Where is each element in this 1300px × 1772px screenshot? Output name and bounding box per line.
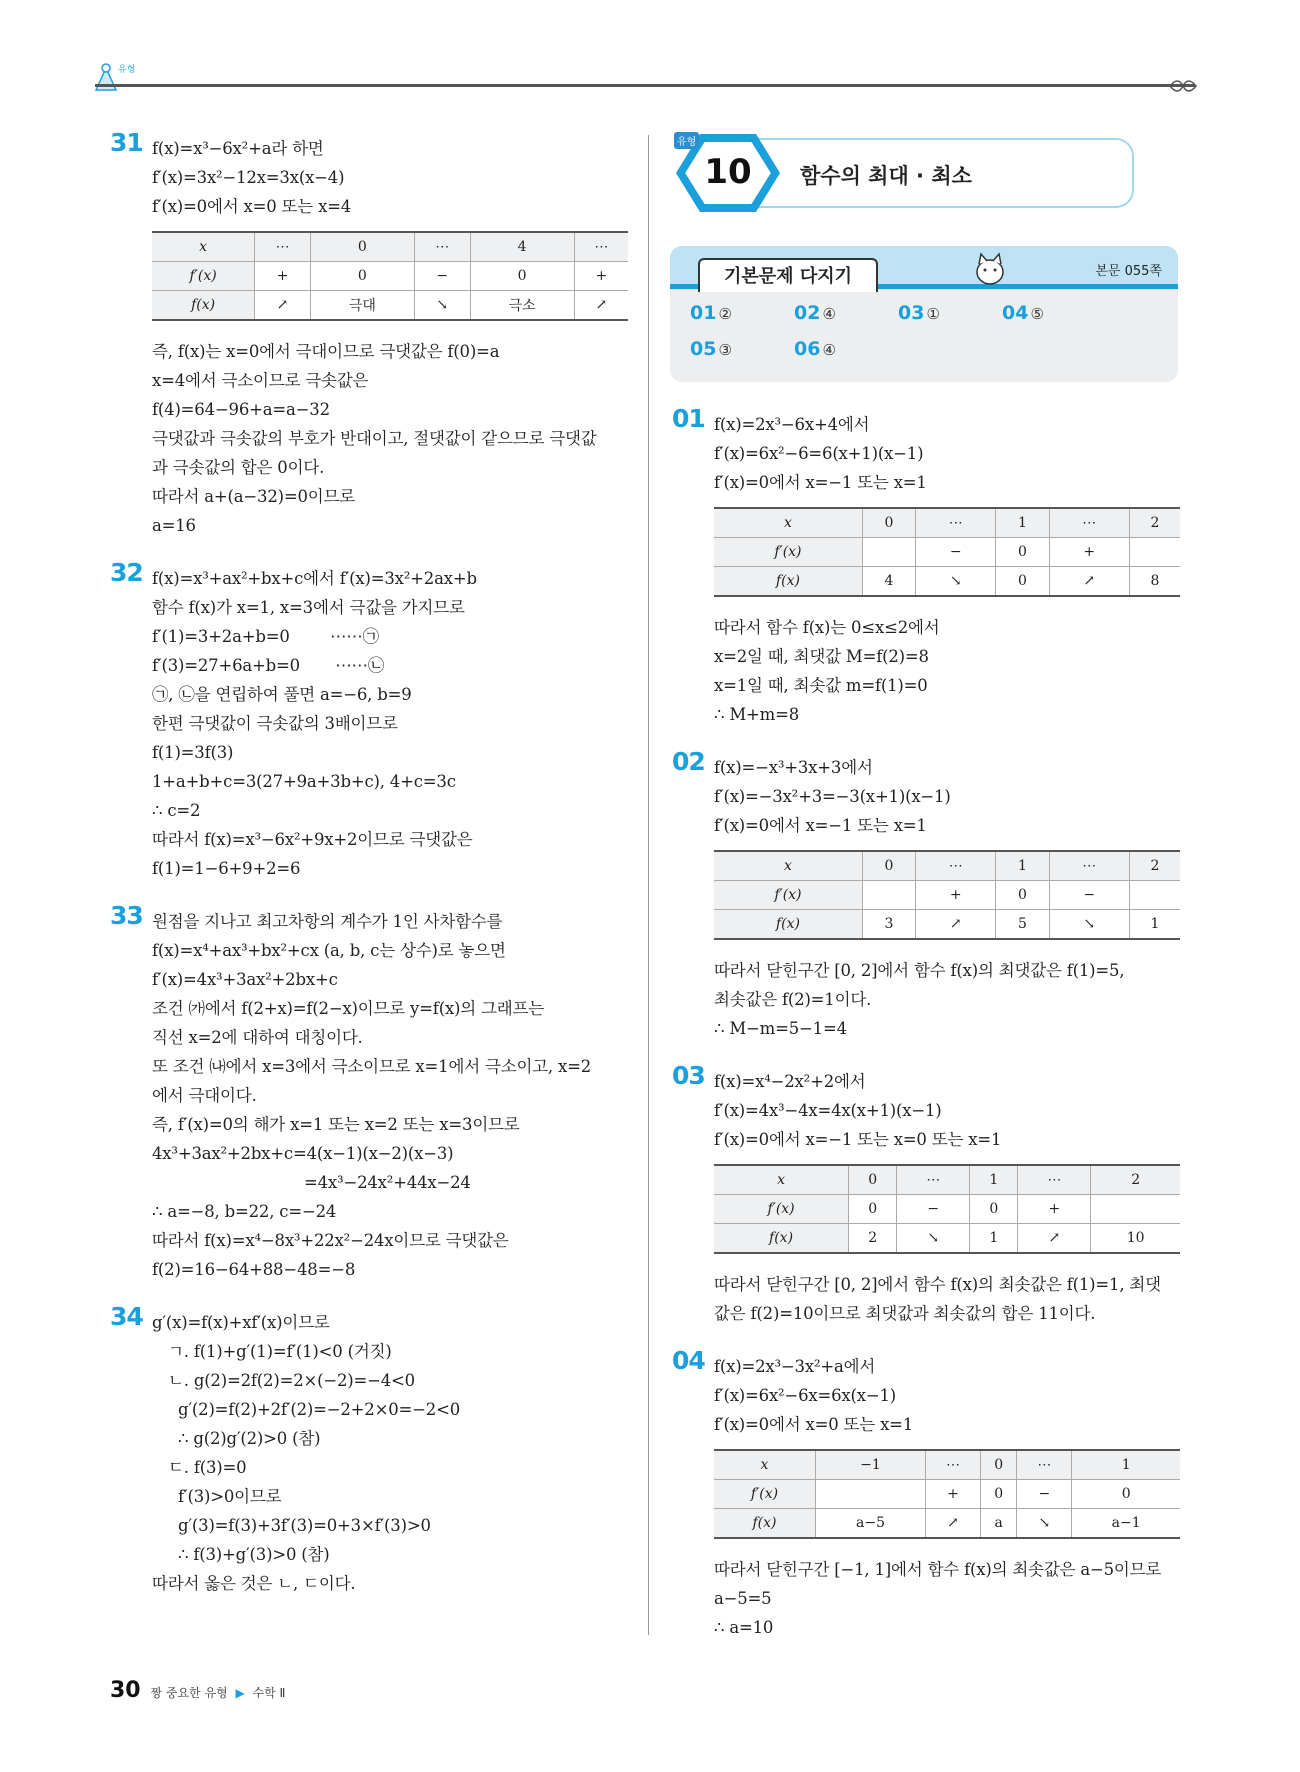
table-cell: ⋯	[916, 851, 996, 881]
table-cell: f′(x)	[152, 262, 255, 291]
problem-04	[672, 1346, 1192, 1642]
solution-line: 한편 극댓값이 극솟값의 3배이므로	[152, 714, 398, 733]
variation-table	[714, 507, 1180, 597]
table-cell: 2	[849, 1224, 897, 1254]
table-cell: 0	[862, 851, 915, 881]
column-divider	[648, 135, 649, 1635]
solution-line: f′(x)=0에서 x=−1 또는 x=1	[714, 473, 927, 492]
solution-line: x=1일 때, 최솟값 m=f(1)=0	[714, 676, 928, 695]
page-reference: 본문 055쪽	[1095, 264, 1162, 279]
table-cell: 0	[862, 508, 915, 538]
table-cell: 3	[862, 910, 915, 940]
solution-line: 따라서 f(x)=x⁴−8x³+22x²−24x이므로 극댓값은	[152, 1231, 509, 1250]
solution-line: g′(3)=f(3)+3f′(3)=0+3×f′(3)>0	[178, 1516, 431, 1535]
problem-32	[110, 558, 630, 883]
solution-line: 4x³+3ax²+2bx+c=4(x−1)(x−2)(x−3)	[152, 1144, 454, 1163]
solution-line: x=2일 때, 최댓값 M=f(2)=8	[714, 647, 929, 666]
section-header	[672, 134, 1192, 220]
table-row	[714, 1509, 1180, 1539]
solution-line: 즉, f′(x)=0의 해가 x=1 또는 x=2 또는 x=3이므로	[152, 1115, 520, 1134]
solution-line: ∴ M+m=8	[714, 705, 800, 724]
solution-line: ㄷ. f(3)=0	[168, 1458, 247, 1477]
ribbon-bow-icon	[1168, 76, 1198, 96]
section-title: 함수의 최대 · 최소	[800, 164, 972, 188]
table-cell: f′(x)	[714, 881, 862, 910]
solution-line: f′(x)=−3x²+3=−3(x+1)(x−1)	[714, 787, 951, 806]
table-cell: x	[714, 1450, 816, 1480]
solution-line: f(x)=−x³+3x+3에서	[714, 758, 873, 777]
table-cell: x	[714, 1165, 849, 1195]
page-number: 30	[110, 1678, 141, 1703]
table-cell: −	[414, 262, 470, 291]
table-cell: f′(x)	[714, 1480, 816, 1509]
table-cell: a−1	[1072, 1509, 1180, 1539]
solution-line: 따라서 옳은 것은 ㄴ, ㄷ이다.	[152, 1574, 356, 1593]
table-cell: 0	[996, 567, 1049, 597]
solution-line: f(1)=1−6+9+2=6	[152, 859, 301, 878]
table-cell: x	[714, 851, 862, 881]
problem-number: 34	[110, 1302, 143, 1331]
table-cell: f(x)	[714, 567, 862, 597]
table-cell: ↗	[1018, 1224, 1091, 1254]
table-cell: 1	[970, 1165, 1018, 1195]
table-cell: +	[255, 262, 311, 291]
problem-02	[672, 747, 1192, 1043]
solution-line: 따라서 닫힌구간 [0, 2]에서 함수 f(x)의 최댓값은 f(1)=5,	[714, 961, 1125, 980]
table-cell: ⋯	[574, 232, 628, 262]
table-cell: ⋯	[1049, 508, 1129, 538]
table-cell: 0	[996, 538, 1049, 567]
solution-line: g′(x)=f(x)+xf′(x)이므로	[152, 1313, 330, 1332]
solution-line: ∴ M−m=5−1=4	[714, 1019, 847, 1038]
solution-line: f(2)=16−64+88−48=−8	[152, 1260, 356, 1279]
table-cell: a−5	[816, 1509, 926, 1539]
table-cell: f′(x)	[714, 538, 862, 567]
table-cell: ↘	[1049, 910, 1129, 940]
solution-line: ㄴ. g(2)=2f(2)=2×(−2)=−4<0	[168, 1371, 415, 1390]
solution-line: f′(x)=4x³−4x=4x(x+1)(x−1)	[714, 1101, 942, 1120]
table-cell: ↘	[414, 291, 470, 321]
table-cell: f(x)	[714, 1224, 849, 1254]
table-cell	[816, 1480, 926, 1509]
table-cell: 4	[470, 232, 574, 262]
table-cell: ↘	[1017, 1509, 1072, 1539]
table-cell: +	[574, 262, 628, 291]
table-cell	[1129, 538, 1180, 567]
problem-34	[110, 1302, 630, 1598]
cat-mascot-icon	[970, 250, 1010, 288]
variation-table	[714, 1164, 1180, 1254]
table-cell: ↗	[574, 291, 628, 321]
table-row	[152, 262, 628, 291]
problem-number: 33	[110, 901, 143, 930]
table-cell: ⋯	[1017, 1450, 1072, 1480]
table-row	[152, 232, 628, 262]
variation-table	[714, 1449, 1180, 1539]
table-cell: −	[1049, 881, 1129, 910]
table-cell: +	[1018, 1195, 1091, 1224]
table-cell: 2	[1091, 1165, 1180, 1195]
problem-01	[672, 404, 1192, 729]
problem-number: 32	[110, 558, 143, 587]
table-cell: −	[897, 1195, 970, 1224]
table-cell: 4	[862, 567, 915, 597]
solution-line: ∴ a=−8, b=22, c=−24	[152, 1202, 337, 1221]
solution-line: 최솟값은 f(2)=1이다.	[714, 990, 872, 1009]
answer-item: 05 ③	[690, 338, 732, 360]
solution-line: f(x)=2x³−3x²+a에서	[714, 1357, 876, 1376]
table-cell: 1	[1072, 1450, 1180, 1480]
subject-name: 수학 Ⅱ	[252, 1686, 286, 1700]
solution-line: 극댓값과 극솟값의 부호가 반대이고, 절댓값이 같으므로 극댓값	[152, 429, 597, 448]
solution-line: 원점을 지나고 최고차항의 계수가 1인 사차함수를	[152, 912, 503, 931]
table-row	[714, 1450, 1180, 1480]
table-cell: +	[916, 881, 996, 910]
table-cell: ↗	[255, 291, 311, 321]
table-cell: a	[980, 1509, 1016, 1539]
table-cell: 0	[996, 881, 1049, 910]
solution-line: a=16	[152, 516, 196, 535]
solution-line: f′(x)=0에서 x=−1 또는 x=0 또는 x=1	[714, 1130, 1002, 1149]
basic-box-title: 기본문제 다지기	[698, 258, 878, 292]
solution-line: 조건 ㈎에서 f(2+x)=f(2−x)이므로 y=f(x)의 그래프는	[152, 999, 545, 1018]
solution-line: f′(x)=0에서 x=−1 또는 x=1	[714, 816, 927, 835]
solution-line: f′(x)=6x²−6=6(x+1)(x−1)	[714, 444, 924, 463]
solution-line: =4x³−24x²+44x−24	[304, 1173, 471, 1192]
solution-line: f′(1)=3+2a+b=0 ⋯⋯㉠	[152, 627, 379, 646]
table-cell: 0	[310, 232, 414, 262]
table-cell: ⋯	[897, 1165, 970, 1195]
solution-line: f(x)=2x³−6x+4에서	[714, 415, 870, 434]
solution-line: 또 조건 ㈏에서 x=3에서 극소이므로 x=1에서 극소이고, x=2	[152, 1057, 592, 1076]
solution-line: f′(3)=27+6a+b=0 ⋯⋯㉡	[152, 656, 385, 675]
problem-number: 04	[672, 1346, 705, 1375]
solution-line: 따라서 함수 f(x)는 0≤x≤2에서	[714, 618, 940, 637]
variation-table	[714, 850, 1180, 940]
table-cell: 1	[970, 1224, 1018, 1254]
solution-line: f′(x)=0에서 x=0 또는 x=4	[152, 197, 352, 216]
problem-03	[672, 1061, 1192, 1328]
solution-line: 따라서 닫힌구간 [−1, 1]에서 함수 f(x)의 최솟값은 a−5이므로	[714, 1560, 1162, 1579]
table-cell: +	[1049, 538, 1129, 567]
solution-line: ∴ c=2	[152, 801, 201, 820]
solution-line: f(1)=3f(3)	[152, 743, 234, 762]
table-cell	[862, 881, 915, 910]
answer-item: 06 ④	[794, 338, 836, 360]
solution-line: 즉, f(x)는 x=0에서 극대이므로 극댓값은 f(0)=a	[152, 342, 500, 361]
solution-line: f′(x)=4x³+3ax²+2bx+c	[152, 970, 338, 989]
bell-ribbon-icon	[88, 60, 138, 94]
table-cell: ⋯	[916, 508, 996, 538]
solution-line: g′(2)=f(2)+2f′(2)=−2+2×0=−2<0	[178, 1400, 460, 1419]
book-title: 짱 중요한 유형	[150, 1686, 228, 1700]
table-cell: f(x)	[152, 291, 255, 321]
section-tag: 유형	[674, 132, 699, 149]
table-row	[714, 508, 1180, 538]
table-cell: f′(x)	[714, 1195, 849, 1224]
table-cell: 1	[996, 851, 1049, 881]
table-row	[714, 1224, 1180, 1254]
solution-line: 따라서 f(x)=x³−6x²+9x+2이므로 극댓값은	[152, 830, 473, 849]
table-cell: 0	[470, 262, 574, 291]
solution-line: 직선 x=2에 대하여 대칭이다.	[152, 1028, 363, 1047]
table-row	[714, 910, 1180, 940]
left-column	[110, 128, 630, 1622]
solution-line: f(x)=x³−6x²+a라 하면	[152, 139, 324, 158]
basic-answers-box	[670, 246, 1178, 382]
table-cell: 0	[849, 1165, 897, 1195]
problem-number: 02	[672, 747, 705, 776]
table-row	[714, 1165, 1180, 1195]
table-cell: ⋯	[925, 1450, 980, 1480]
solution-line: 1+a+b+c=3(27+9a+3b+c), 4+c=3c	[152, 772, 456, 791]
table-cell: 극소	[470, 291, 574, 321]
right-column	[672, 134, 1192, 1666]
table-cell: 0	[980, 1450, 1016, 1480]
table-cell: 0	[310, 262, 414, 291]
solution-line: f(4)=64−96+a=a−32	[152, 400, 330, 419]
table-cell: ↘	[916, 567, 996, 597]
table-cell: 0	[980, 1480, 1016, 1509]
header-rule	[95, 84, 1195, 87]
table-row	[714, 538, 1180, 567]
table-cell: 10	[1091, 1224, 1180, 1254]
table-cell: 2	[1129, 508, 1180, 538]
problem-33	[110, 901, 630, 1284]
solution-line: ∴ f(3)+g′(3)>0 (참)	[178, 1545, 330, 1564]
answer-item: 01 ②	[690, 302, 732, 324]
table-cell	[862, 538, 915, 567]
table-cell: ⋯	[414, 232, 470, 262]
solution-line: x=4에서 극소이므로 극솟값은	[152, 371, 369, 390]
solution-line: 함수 f(x)가 x=1, x=3에서 극값을 가지므로	[152, 598, 465, 617]
page-footer	[110, 1678, 285, 1703]
table-cell	[1091, 1195, 1180, 1224]
solution-line: f′(3)>0이므로	[178, 1487, 282, 1506]
table-cell: 0	[849, 1195, 897, 1224]
table-row	[714, 1195, 1180, 1224]
table-cell: ⋯	[1018, 1165, 1091, 1195]
table-cell: 1	[996, 508, 1049, 538]
solution-line: f(x)=x⁴−2x²+2에서	[714, 1072, 866, 1091]
variation-table	[152, 231, 628, 321]
problem-number: 03	[672, 1061, 705, 1090]
solution-line: ㄱ. f(1)+g′(1)=f′(1)<0 (거짓)	[168, 1342, 392, 1361]
table-cell: −	[1017, 1480, 1072, 1509]
table-cell: ↗	[916, 910, 996, 940]
solution-line: 따라서 a+(a−32)=0이므로	[152, 487, 355, 506]
table-row	[714, 881, 1180, 910]
section-number: 10	[704, 152, 752, 192]
table-cell: x	[714, 508, 862, 538]
table-cell: 8	[1129, 567, 1180, 597]
solution-line: 값은 f(2)=10이므로 최댓값과 최솟값의 합은 11이다.	[714, 1304, 1096, 1323]
table-cell: 극대	[310, 291, 414, 321]
solution-line: ∴ a=10	[714, 1618, 774, 1637]
answer-item: 03 ①	[898, 302, 940, 324]
table-cell: ⋯	[255, 232, 311, 262]
table-cell: 1	[1129, 910, 1180, 940]
solution-line: f′(x)=3x²−12x=3x(x−4)	[152, 168, 345, 187]
table-row	[714, 1480, 1180, 1509]
arrow-icon: ▶	[235, 1686, 245, 1700]
table-cell: 2	[1129, 851, 1180, 881]
problem-number: 31	[110, 128, 143, 157]
table-cell: ⋯	[1049, 851, 1129, 881]
table-cell: ↘	[897, 1224, 970, 1254]
solution-line: f′(x)=6x²−6x=6x(x−1)	[714, 1386, 897, 1405]
table-cell: ↗	[925, 1509, 980, 1539]
table-cell: 0	[970, 1195, 1018, 1224]
table-cell	[1129, 881, 1180, 910]
solution-line: f(x)=x⁴+ax³+bx²+cx (a, b, c는 상수)로 놓으면	[152, 941, 506, 960]
table-cell: f(x)	[714, 1509, 816, 1539]
table-cell: x	[152, 232, 255, 262]
table-cell: ↗	[1049, 567, 1129, 597]
table-row	[152, 291, 628, 321]
solution-line: a−5=5	[714, 1589, 772, 1608]
solution-line: ㉠, ㉡을 연립하여 풀면 a=−6, b=9	[152, 685, 412, 704]
table-cell: 5	[996, 910, 1049, 940]
solution-line: 과 극솟값의 합은 0이다.	[152, 458, 325, 477]
table-cell: 0	[1072, 1480, 1180, 1509]
svg-text:유형: 유형	[118, 65, 136, 75]
solution-line: f′(x)=0에서 x=0 또는 x=1	[714, 1415, 914, 1434]
solution-line: f(x)=x³+ax²+bx+c에서 f′(x)=3x²+2ax+b	[152, 569, 477, 588]
solution-line: 따라서 닫힌구간 [0, 2]에서 함수 f(x)의 최솟값은 f(1)=1, 최댓	[714, 1275, 1161, 1294]
solution-line: 에서 극대이다.	[152, 1086, 257, 1105]
table-row	[714, 567, 1180, 597]
table-row	[714, 851, 1180, 881]
problem-31	[110, 128, 630, 540]
problem-number: 01	[672, 404, 705, 433]
table-cell: +	[925, 1480, 980, 1509]
table-cell: f(x)	[714, 910, 862, 940]
answer-item: 02 ④	[794, 302, 836, 324]
table-cell: −	[916, 538, 996, 567]
answer-item: 04 ⑤	[1002, 302, 1044, 324]
solution-line: ∴ g(2)g′(2)>0 (참)	[178, 1429, 321, 1448]
table-cell: −1	[816, 1450, 926, 1480]
